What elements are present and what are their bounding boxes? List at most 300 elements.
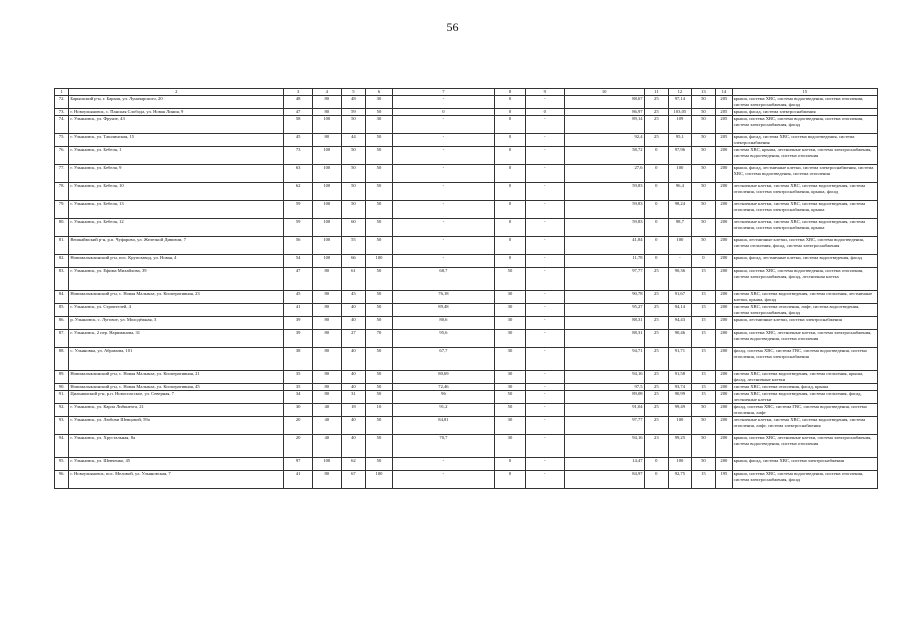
table-cell: 0 <box>495 165 526 183</box>
table-cell: 91,58 <box>669 371 692 384</box>
table-cell: 30 <box>495 317 526 330</box>
table-cell: 80,6 <box>392 317 494 330</box>
table-cell: система ХВС, система отопления, фасад, крыша <box>732 384 877 391</box>
table-cell: 205 <box>716 96 732 109</box>
table-cell: лестничные клетки, система ХВС, система водоотведения, система отопления, лифт, система электроснабжения <box>732 417 877 435</box>
table-cell: 0 <box>495 134 526 147</box>
table-cell: 50 <box>691 201 716 219</box>
table-cell: 41 <box>284 304 313 317</box>
table-cell: 89,14 <box>564 116 644 134</box>
table-cell: лестничные клетки, система ХВС, система водоотведения, система отопления, система электроснабжения, крыша <box>732 219 877 237</box>
table-row <box>55 291 878 304</box>
table-cell: 47 <box>284 268 313 291</box>
table-cell: 74. <box>55 116 69 134</box>
table-cell: 25 <box>644 371 669 384</box>
table-cell: 109 <box>669 116 692 134</box>
table-cell: 97,14 <box>669 96 692 109</box>
table-cell: - <box>669 255 692 268</box>
table-cell: - <box>525 237 564 255</box>
table-cell: - <box>392 183 494 201</box>
table-cell: 30 <box>495 435 526 458</box>
table-cell: - <box>525 268 564 291</box>
table-cell: 40 <box>341 371 366 384</box>
table-cell: 50 <box>366 109 393 116</box>
table-cell: 50 <box>691 404 716 417</box>
table-cell: 50 <box>691 96 716 109</box>
table-cell: - <box>525 304 564 317</box>
table-cell: - <box>525 291 564 304</box>
table-cell: - <box>525 417 564 435</box>
table-cell: 50 <box>691 417 716 435</box>
table-cell: 50 <box>366 237 393 255</box>
table-cell: 58,72 <box>564 147 644 165</box>
table-cell: крыша, система ХВС, лестничные клетки, система электроснабжения, система водоотведения, система отопления <box>732 435 877 458</box>
table-cell: 67 <box>341 471 366 489</box>
table-row <box>55 96 878 109</box>
table-cell: 50 <box>691 458 716 471</box>
table-cell: 56 <box>284 237 313 255</box>
table-cell: 95,6 <box>392 330 494 348</box>
table-cell: - <box>392 116 494 134</box>
table-cell: р. Ульяновск, с. Луговое, ул. Молодёжная, 3 <box>69 317 284 330</box>
table-cell: - <box>392 219 494 237</box>
table-cell: - <box>525 134 564 147</box>
table-cell: 200 <box>716 317 732 330</box>
table-cell: 86,97 <box>564 109 644 116</box>
table-cell: 200 <box>716 268 732 291</box>
table-cell: 88,31 <box>564 330 644 348</box>
table-cell: система ХВС, система водоотведения, система отопления, фасад, лестничные клетки <box>732 391 877 404</box>
table-cell: 83. <box>55 268 69 291</box>
column-header: 1 <box>55 89 69 96</box>
table-row <box>55 458 878 471</box>
table-cell: 25 <box>644 291 669 304</box>
table-cell: Новомалыклинский р-н, с. Новая Малыкла, ул. Кооперативная, 45 <box>69 384 284 391</box>
table-cell: крыша, система ХВС, система водоотведения, система отопления, система электроснабжения, фасад <box>732 116 877 134</box>
table-cell: 94,71 <box>564 348 644 371</box>
table-cell: - <box>525 404 564 417</box>
table-cell: - <box>525 147 564 165</box>
table-cell: 50 <box>691 435 716 458</box>
table-cell: - <box>392 458 494 471</box>
table-cell: 68,7 <box>392 268 494 291</box>
table-cell: 25 <box>644 96 669 109</box>
table-cell: 200 <box>716 435 732 458</box>
table-cell: 88,67 <box>564 96 644 109</box>
table-cell: 0 <box>495 201 526 219</box>
table-cell: 94,16 <box>564 435 644 458</box>
table-cell: 96,4 <box>669 183 692 201</box>
table-cell: 90,99 <box>669 391 692 404</box>
table-row <box>55 417 878 435</box>
column-header: 8 <box>495 89 526 96</box>
table-cell: 30 <box>495 417 526 435</box>
table-cell: 84,97 <box>564 471 644 489</box>
table-cell: 25 <box>644 268 669 291</box>
table-cell: 58 <box>284 116 313 134</box>
table-cell: 25 <box>644 330 669 348</box>
table-cell: 100 <box>669 237 692 255</box>
table-cell: 50 <box>366 201 393 219</box>
table-cell: 50 <box>366 219 393 237</box>
table-cell: 14,47 <box>564 458 644 471</box>
document-table <box>54 88 878 489</box>
table-cell: 0 <box>525 109 564 116</box>
table-cell: - <box>392 237 494 255</box>
table-cell: 59 <box>284 201 313 219</box>
table-cell: - <box>525 219 564 237</box>
table-row <box>55 255 878 268</box>
table-cell: 205 <box>716 116 732 134</box>
table-cell: 0 <box>644 471 669 489</box>
table-cell: 47 <box>284 109 313 116</box>
table-cell: 0 <box>495 255 526 268</box>
table-cell: 0 <box>644 165 669 183</box>
table-row <box>55 219 878 237</box>
table-cell: 75. <box>55 134 69 147</box>
table-cell: лестничные клетки, система ХВС, система водоотведения, система отопления, система электроснабжения, крыша <box>732 201 877 219</box>
table-cell: 98,24 <box>669 201 692 219</box>
table-cell: 80 <box>312 96 341 109</box>
table-cell: 30 <box>495 384 526 391</box>
table-cell: крыша, фасад, лестничные клетки, система электроснабжения, система ХВС, система водоотведения, система отопления <box>732 165 877 183</box>
table-cell: 92. <box>55 404 69 417</box>
table-cell: г. Ульяновск, ул. Бебеля, 13 <box>69 201 284 219</box>
table-cell: 91,71 <box>669 348 692 371</box>
table-cell: 95. <box>55 458 69 471</box>
table-cell: 89,08 <box>564 391 644 404</box>
table-cell: 15 <box>691 317 716 330</box>
column-header: 9 <box>525 89 564 96</box>
table-cell: - <box>525 471 564 489</box>
table-cell: 50 <box>366 348 393 371</box>
table-cell: 89. <box>55 371 69 384</box>
table-cell: 94,16 <box>564 371 644 384</box>
column-header: 7 <box>392 89 494 96</box>
table-cell: 50 <box>366 134 393 147</box>
table-cell: 96. <box>55 471 69 489</box>
table-cell: 200 <box>716 183 732 201</box>
table-cell: 25 <box>644 304 669 317</box>
table-cell: 81. <box>55 237 69 255</box>
table-cell: фасад, система ХВС, система ГВС, система водоотведения, система отопления, система электроснабжения <box>732 348 877 371</box>
table-cell: 48 <box>284 96 313 109</box>
table-cell: 93. <box>55 417 69 435</box>
table-cell: 40 <box>341 435 366 458</box>
table-cell: 23 <box>644 435 669 458</box>
table-cell: 15 <box>691 291 716 304</box>
table-cell: 80 <box>312 391 341 404</box>
table-cell: 50 <box>366 391 393 404</box>
table-cell: 40 <box>312 435 341 458</box>
table-cell: крыша, фасад, лестничные клетки, система водоотведения, фасад <box>732 255 877 268</box>
table-cell: 50 <box>495 391 526 404</box>
table-cell: 97 <box>284 458 313 471</box>
table-cell: - <box>392 165 494 183</box>
table-cell: 15 <box>691 384 716 391</box>
table-cell: 50 <box>691 219 716 237</box>
table-cell: 30 <box>366 96 393 109</box>
table-cell: 94,43 <box>669 317 692 330</box>
table-cell: 40 <box>341 384 366 391</box>
table-header-row <box>55 89 878 96</box>
table-cell: 82. <box>55 255 69 268</box>
table-cell: 91,04 <box>564 404 644 417</box>
table-cell: - <box>525 317 564 330</box>
table-row <box>55 304 878 317</box>
table-cell: 40 <box>312 417 341 435</box>
table-cell: 25 <box>644 384 669 391</box>
table-cell: 88. <box>55 348 69 371</box>
table-cell: 18 <box>341 404 366 417</box>
table-cell: 70 <box>366 330 393 348</box>
table-cell: 90,36 <box>669 268 692 291</box>
table-cell: 0 <box>644 201 669 219</box>
table-cell: 96 <box>392 391 494 404</box>
table-cell: 92,75 <box>669 471 692 489</box>
table-cell: 0 <box>392 109 494 116</box>
column-header: 4 <box>312 89 341 96</box>
table-cell: г. Ульяновск, 2 пер. Нариманова, 31 <box>69 330 284 348</box>
table-cell: - <box>392 255 494 268</box>
table-cell: 200 <box>716 237 732 255</box>
table-cell: г. Ульяновск, ул. Любови Шевцовой, 59а <box>69 417 284 435</box>
table-cell: 50 <box>366 291 393 304</box>
table-cell: 0 <box>644 183 669 201</box>
table-cell: 25 <box>644 134 669 147</box>
column-header: 14 <box>716 89 732 96</box>
table-cell: 93,74 <box>669 384 692 391</box>
table-cell: 27 <box>341 330 366 348</box>
table-cell: 50 <box>691 237 716 255</box>
table-cell: 30 <box>495 371 526 384</box>
table-cell: 50 <box>691 109 716 116</box>
table-cell: 0 <box>495 96 526 109</box>
table-cell: 103,05 <box>669 109 692 116</box>
table-cell: 20 <box>284 417 313 435</box>
table-cell: 50 <box>691 116 716 134</box>
table-cell: 44 <box>341 134 366 147</box>
table-cell: г. Ульяновск, ул. Бебеля, 12 <box>69 219 284 237</box>
table-cell: 54 <box>284 255 313 268</box>
table-row <box>55 384 878 391</box>
table-cell: 11,78 <box>564 255 644 268</box>
table-cell: 80 <box>312 330 341 348</box>
table-cell: 86. <box>55 317 69 330</box>
table-cell: 30 <box>495 330 526 348</box>
table-cell: 200 <box>716 348 732 371</box>
table-cell: 0 <box>644 147 669 165</box>
column-header: 13 <box>691 89 716 96</box>
table-row <box>55 134 878 147</box>
table-cell: Вешкаймский р-н, р.п. Чуфарово, ул. Железной Дивизии, 7 <box>69 237 284 255</box>
table-cell: - <box>392 201 494 219</box>
table-cell: 100 <box>312 201 341 219</box>
table-cell: 15 <box>691 348 716 371</box>
table-cell: 0 <box>691 255 716 268</box>
table-cell: 91,67 <box>669 291 692 304</box>
table-cell: 0 <box>644 255 669 268</box>
table-cell: 0 <box>495 237 526 255</box>
table-cell: 0 <box>495 116 526 134</box>
table-cell: 10 <box>366 404 393 417</box>
table-cell: 45 <box>341 291 366 304</box>
table-cell: 50 <box>366 147 393 165</box>
table-cell: 50 <box>341 116 366 134</box>
table-cell: крыша, система ХВС, лестничные клетки, система электроснабжения, система водоотведения, система отопления <box>732 330 877 348</box>
table-cell: - <box>392 134 494 147</box>
table-cell: 100 <box>669 417 692 435</box>
table-cell: 100 <box>669 165 692 183</box>
table-cell: 45 <box>284 291 313 304</box>
table-row <box>55 268 878 291</box>
column-header: 5 <box>341 89 366 96</box>
table-cell: 50 <box>366 304 393 317</box>
table-cell: 40 <box>341 317 366 330</box>
table-cell: 50 <box>341 165 366 183</box>
table-cell: 39 <box>284 330 313 348</box>
table-cell: 50 <box>691 134 716 147</box>
table-cell: 41 <box>284 471 313 489</box>
table-cell: 60 <box>341 219 366 237</box>
table-cell: 94. <box>55 435 69 458</box>
table-cell: 62 <box>284 183 313 201</box>
table-cell: 0 <box>644 219 669 237</box>
table-cell: 200 <box>716 384 732 391</box>
table-cell: 62 <box>341 458 366 471</box>
table-row <box>55 435 878 458</box>
table-cell: 195 <box>716 471 732 489</box>
table-cell: - <box>525 183 564 201</box>
table-cell: 99,25 <box>669 435 692 458</box>
table-cell: 40 <box>312 404 341 417</box>
table-cell: - <box>525 348 564 371</box>
table-cell: - <box>525 165 564 183</box>
table-cell: 80. <box>55 219 69 237</box>
table-cell: 91. <box>55 391 69 404</box>
table-cell: 79. <box>55 201 69 219</box>
table-cell: система ХВС, система водоотведения, система отопления, лестничные клетки, крыша, фасад <box>732 291 877 304</box>
table-cell: крыша, фасад, система ХВС, система водоотведения, система электроснабжения <box>732 134 877 147</box>
column-header: 2 <box>69 89 284 96</box>
table-cell: 50 <box>366 371 393 384</box>
table-cell: 35 <box>284 371 313 384</box>
table-cell: 50 <box>366 165 393 183</box>
table-cell: 66 <box>341 255 366 268</box>
table-cell: Новомалыклинский р-н, пос. Крупозавод, ул. Новая, 4 <box>69 255 284 268</box>
data-table <box>54 88 878 489</box>
table-cell: 99,49 <box>669 404 692 417</box>
table-cell: 100 <box>312 183 341 201</box>
table-row <box>55 404 878 417</box>
table-cell: 100 <box>669 458 692 471</box>
table-cell: 97,77 <box>564 417 644 435</box>
table-cell: 91,2 <box>392 404 494 417</box>
table-cell: 34 <box>284 391 313 404</box>
table-cell: 205 <box>716 134 732 147</box>
table-cell: 80 <box>312 471 341 489</box>
table-cell: 61 <box>341 268 366 291</box>
table-cell: Цильнинский р-н, р.п. Новоспасское, ул. Северная, 7 <box>69 391 284 404</box>
table-cell: 100 <box>312 116 341 134</box>
table-cell: 39 <box>284 317 313 330</box>
table-cell: 0 <box>495 219 526 237</box>
table-cell: Барышский р-н, г. Барыш, ул. Луначарского, 20 <box>69 96 284 109</box>
table-cell: 15 <box>691 304 716 317</box>
table-row <box>55 165 878 183</box>
table-cell: 48 <box>341 96 366 109</box>
table-cell: г. Новоульяновск, с. Панская Слобода, ул. Новая Линия, 9 <box>69 109 284 116</box>
table-cell: 38 <box>284 348 313 371</box>
table-cell: 200 <box>716 291 732 304</box>
table-cell: 50 <box>691 147 716 165</box>
table-cell: 15 <box>691 471 716 489</box>
table-cell: 50 <box>341 147 366 165</box>
table-cell: 27,6 <box>564 165 644 183</box>
table-cell: 76,18 <box>392 291 494 304</box>
table-cell: г. Ульяновск, ул. Хрустальная, 8а <box>69 435 284 458</box>
table-cell: 200 <box>716 458 732 471</box>
page-number: 56 <box>446 20 459 34</box>
table-row <box>55 147 878 165</box>
table-row <box>55 183 878 201</box>
table-cell: г. Ульяновск, ул. Шевченко, 45 <box>69 458 284 471</box>
table-cell: 80 <box>312 134 341 147</box>
table-cell: - <box>525 96 564 109</box>
table-cell: крыша, система ХВС, система водоотведения, система отопления, система электроснабжения, фасад <box>732 96 877 109</box>
table-cell: 90. <box>55 384 69 391</box>
table-cell: 95,1 <box>669 134 692 147</box>
table-cell: 80,69 <box>392 371 494 384</box>
table-cell: 55 <box>341 237 366 255</box>
table-cell: - <box>525 330 564 348</box>
table-cell: 50 <box>341 201 366 219</box>
table-cell: 31 <box>341 391 366 404</box>
table-cell: г. Ульяновск, ул. Ефима Михайлова, 39 <box>69 268 284 291</box>
column-header: 11 <box>644 89 669 96</box>
table-cell: 50 <box>366 458 393 471</box>
table-cell: г. Новоульяновск, пос. Меловой, ул. Ульяновская, 7 <box>69 471 284 489</box>
table-cell: - <box>525 391 564 404</box>
table-body <box>55 96 878 489</box>
table-row <box>55 201 878 219</box>
table-cell: 72. <box>55 96 69 109</box>
table-cell: 50 <box>341 183 366 201</box>
table-cell: лестничные клетки, система ХВС, система водоотведения, система отопления, система электроснабжения, крыша, фасад <box>732 183 877 201</box>
table-cell: 0 <box>495 147 526 165</box>
table-cell: 40 <box>341 348 366 371</box>
table-cell: 50 <box>366 435 393 458</box>
table-row <box>55 471 878 489</box>
table-cell: 200 <box>716 165 732 183</box>
table-cell: г. Ульяновск, ул. Карла Либкнехта, 21 <box>69 404 284 417</box>
table-cell: 63 <box>284 165 313 183</box>
table-cell: система ХВС, крыша, лестничные клетки, система электроснабжения, система водоотведения, система отопления <box>732 147 877 165</box>
table-cell: 205 <box>716 109 732 116</box>
table-cell: 50 <box>691 183 716 201</box>
table-cell: 100 <box>366 471 393 489</box>
table-cell: 59,83 <box>564 183 644 201</box>
table-cell: 78. <box>55 183 69 201</box>
table-cell: 40 <box>341 304 366 317</box>
table-cell: г. Ульяновск, ул. Бебеля, 10 <box>69 183 284 201</box>
table-cell: 15 <box>691 268 716 291</box>
table-cell: 200 <box>716 304 732 317</box>
table-cell: 200 <box>716 219 732 237</box>
table-cell: - <box>525 255 564 268</box>
table-cell: 85. <box>55 304 69 317</box>
table-row <box>55 109 878 116</box>
